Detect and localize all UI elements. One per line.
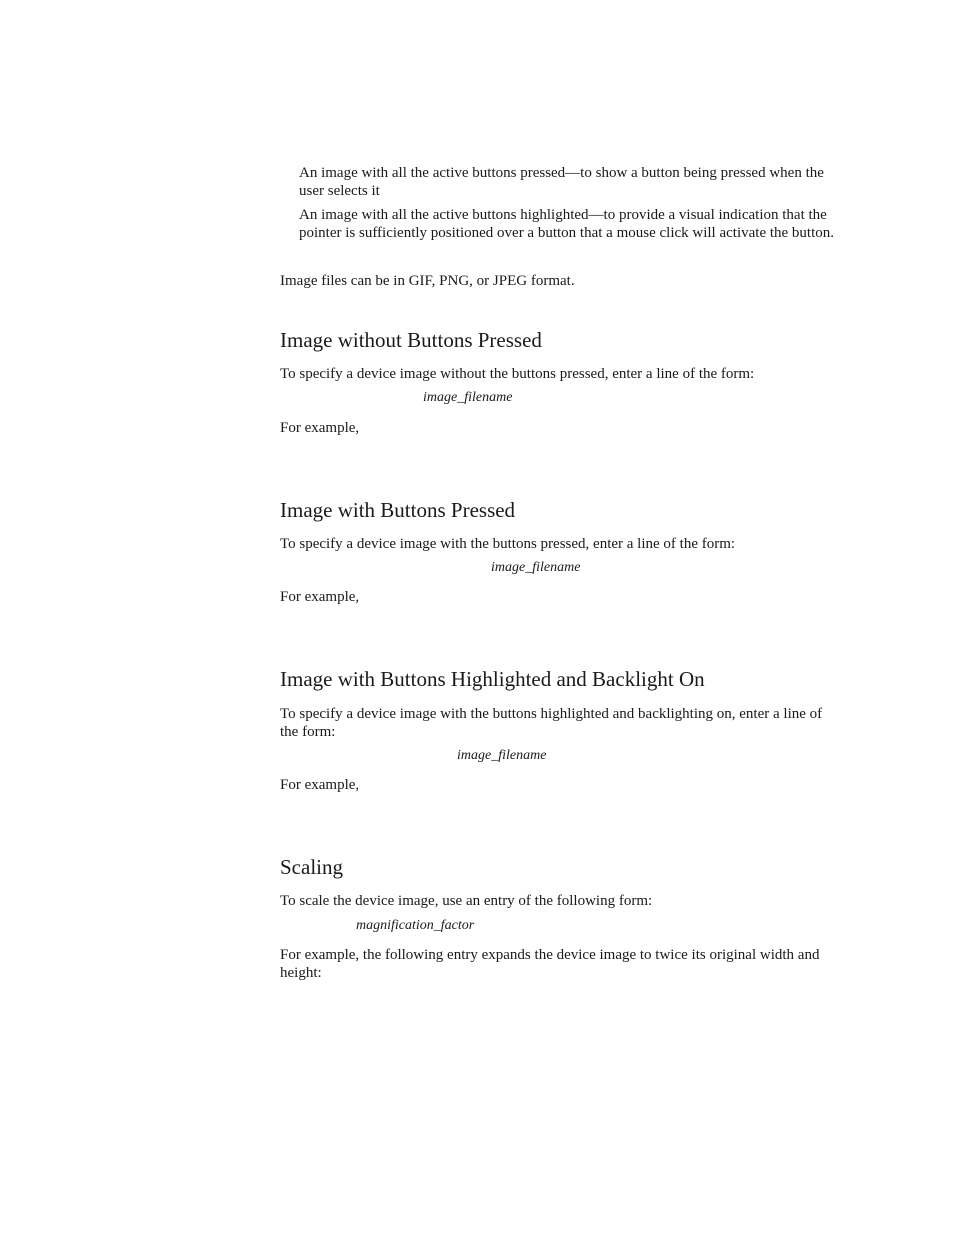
- section-intro: To specify a device image with the buttons highlighted and backlighting on, enter a line of the form:: [280, 706, 823, 740]
- example-label: For example, the following entry expands the device image to twice its original width and height:: [280, 947, 820, 981]
- code-placeholder: image_filename: [457, 748, 547, 763]
- bullet-item-pressed: An image with all the active buttons pressed—to show a button being pressed when the user selects it: [299, 165, 824, 199]
- section-heading-scaling: Scaling: [280, 855, 343, 879]
- example-label: For example,: [280, 420, 360, 436]
- section-heading-buttons-highlighted-backlight: Image with Buttons Highlighted and Backlight On: [280, 667, 705, 691]
- section-intro: To specify a device image with the buttons pressed, enter a line of the form:: [280, 536, 736, 552]
- example-label: For example,: [280, 777, 360, 793]
- code-placeholder: magnification_factor: [356, 918, 475, 933]
- section-intro: To specify a device image without the buttons pressed, enter a line of the form:: [280, 366, 755, 382]
- section-heading-without-buttons-pressed: Image without Buttons Pressed: [280, 328, 542, 352]
- formats-note: Image files can be in GIF, PNG, or JPEG format.: [280, 273, 575, 289]
- section-intro: To scale the device image, use an entry of the following form:: [280, 893, 653, 909]
- example-label: For example,: [280, 589, 360, 605]
- code-placeholder: image_filename: [491, 560, 581, 575]
- code-placeholder: image_filename: [423, 390, 513, 405]
- bullet-item-highlighted: An image with all the active buttons highlighted—to provide a visual indication that the pointer is sufficiently positioned over a button that a mouse click will activate the button.: [299, 207, 835, 241]
- section-heading-with-buttons-pressed: Image with Buttons Pressed: [280, 498, 516, 522]
